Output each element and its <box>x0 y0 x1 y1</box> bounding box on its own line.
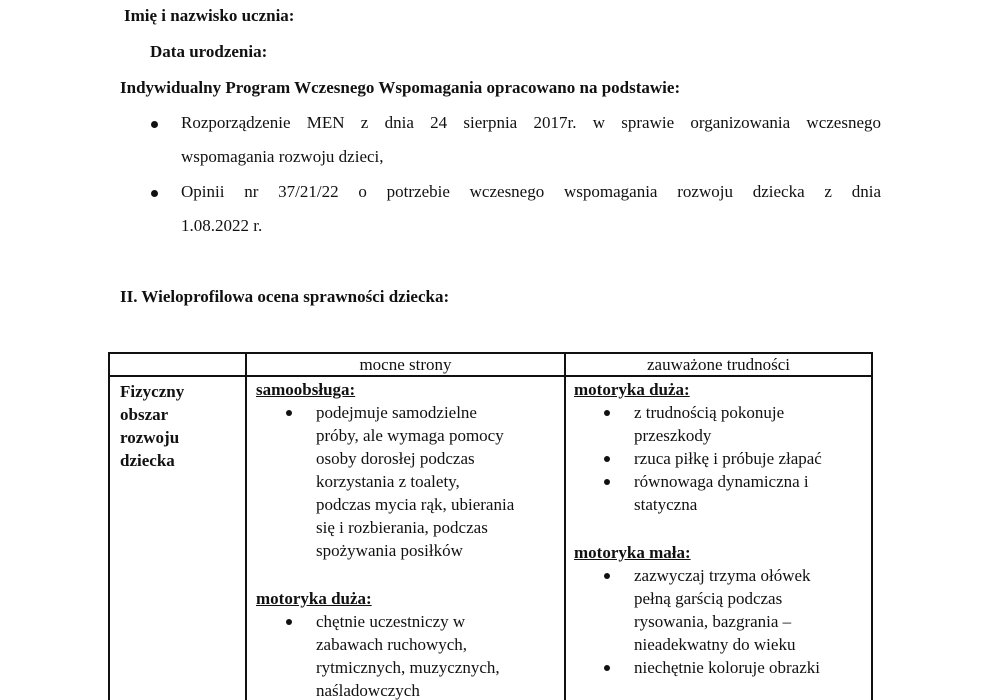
basis-item-line: Rozporządzenie MEN z dnia 24 sierpnia 2017r. w sprawie organizowania wczesnego <box>181 113 881 132</box>
table-divider <box>564 352 566 700</box>
basis-item-line: Opinii nr 37/21/22 o potrzebie wczesnego wspomagania rozwoju dziecka z dnia <box>181 182 881 201</box>
basis-item-line: 1.08.2022 r. <box>181 216 263 235</box>
list-item-line: naśladowczych <box>316 681 420 700</box>
bullet-icon <box>286 410 292 416</box>
section-heading: II. Wieloprofilowa ocena sprawności dziecka: <box>120 287 450 306</box>
category-label: samoobsługa: <box>256 380 356 399</box>
category-label: motoryka duża: <box>256 589 372 608</box>
list-item-line: przeszkody <box>634 426 712 445</box>
list-item-line: podejmuje samodzielne <box>316 403 477 422</box>
list-item-line: z trudnością pokonuje <box>634 403 785 422</box>
area-label-line: rozwoju <box>120 428 180 447</box>
list-item-line: się i rozbierania, podczas <box>316 518 488 537</box>
bullet-icon <box>151 190 158 197</box>
program-basis-heading: Indywidualny Program Wczesnego Wspomagania opracowano na podstawie: <box>120 78 681 97</box>
bullet-icon <box>604 573 610 579</box>
bullet-icon <box>604 479 610 485</box>
category-label: motoryka duża: <box>574 380 690 399</box>
category-label: motoryka mała: <box>574 543 691 562</box>
list-item-line: chętnie uczestniczy w <box>316 612 466 631</box>
list-item-line: spożywania posiłków <box>316 541 463 560</box>
list-item-line: rysowania, bazgrania – <box>634 612 792 631</box>
list-item-line: pełną garścią podczas <box>634 589 783 608</box>
bullet-icon <box>604 456 610 462</box>
list-item-line: zazwyczaj trzyma ołówek <box>634 566 811 585</box>
list-item-line: próby, ale wymaga pomocy <box>316 426 504 445</box>
student-name-label: Imię i nazwisko ucznia: <box>124 6 295 25</box>
list-item-line: niechętnie koloruje obrazki <box>634 658 820 677</box>
list-item-line: statyczna <box>634 495 698 514</box>
area-label-line: obszar <box>120 405 169 424</box>
col-header-difficulties: zauważone trudności <box>646 355 791 374</box>
birth-date-label: Data urodzenia: <box>150 42 268 61</box>
col-header-strengths: mocne strony <box>359 355 452 374</box>
list-item-line: korzystania z toalety, <box>316 472 460 491</box>
bullet-icon <box>286 619 292 625</box>
table-divider <box>245 352 247 700</box>
bullet-icon <box>604 665 610 671</box>
list-item-line: osoby dorosłej podczas <box>316 449 475 468</box>
area-label-line: dziecka <box>120 451 175 470</box>
list-item-line: równowaga dynamiczna i <box>634 472 809 491</box>
area-label-line: Fizyczny <box>120 382 185 401</box>
list-item-line: zabawach ruchowych, <box>316 635 468 654</box>
list-item-line: podczas mycia rąk, ubierania <box>316 495 515 514</box>
list-item-line: rzuca piłkę i próbuje złapać <box>634 449 822 468</box>
bullet-icon <box>151 121 158 128</box>
bullet-icon <box>604 410 610 416</box>
list-item-line: nieadekwatny do wieku <box>634 635 796 654</box>
list-item-line: rytmicznych, muzycznych, <box>316 658 500 677</box>
basis-item-line: wspomagania rozwoju dzieci, <box>181 147 384 166</box>
